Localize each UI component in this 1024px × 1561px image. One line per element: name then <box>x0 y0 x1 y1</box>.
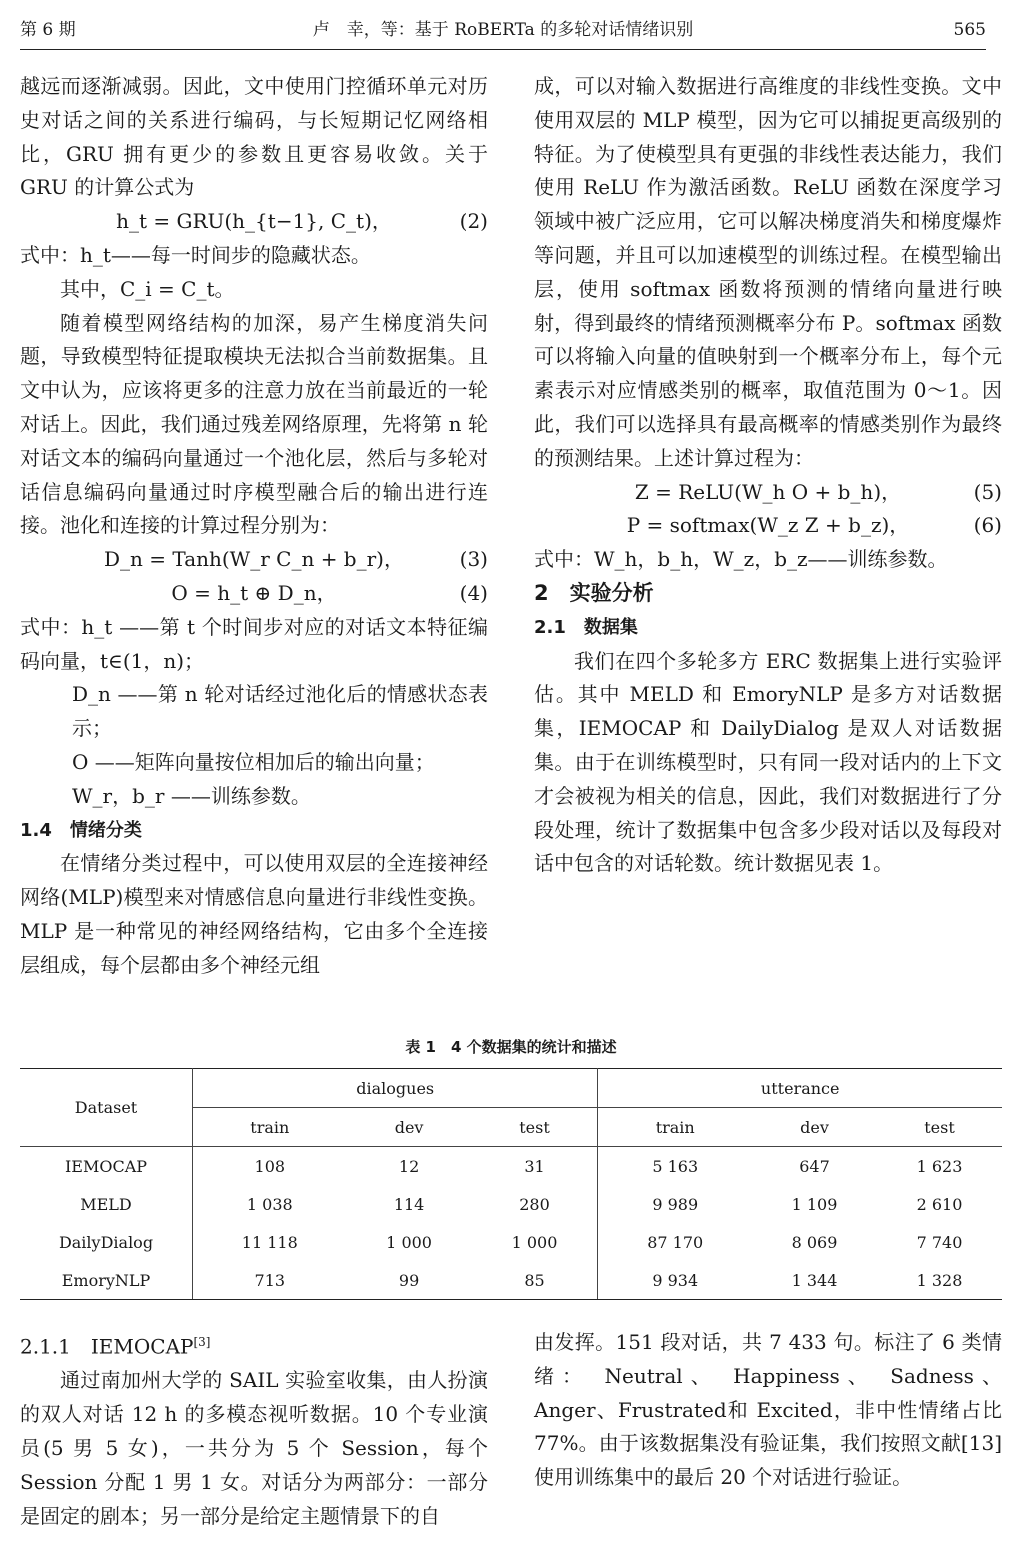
paragraph: 我们在四个多轮多方 ERC 数据集上进行实验评估。其中 MELD 和 EmoryNLP 是多方对话数据集，IEMOCAP 和 DailyDialog 是双人对话数据集。由于在训练模型时，只有同一段对话内的上下文才会被视为相关的信息，因此，我们对数据进行了分段处理，统计了数据集中包含多少段对话以及每段对话中包含的对话轮数。统计数据见表 1。 <box>534 648 1002 876</box>
right-column <box>534 70 1002 881</box>
bottom-right-column <box>534 1326 1002 1495</box>
table-row <box>20 1185 1002 1223</box>
table-cell: 108 <box>254 1156 286 1176</box>
table-cell: 114 <box>393 1194 425 1214</box>
table-row <box>20 1223 1002 1261</box>
subsection-heading-2-1-1 <box>20 1326 488 1364</box>
table-cell: 1 109 <box>791 1194 838 1214</box>
equation-expression: P = softmax(W_z Z + b_z)， <box>626 513 910 538</box>
column-header: dev <box>347 1108 472 1147</box>
equation-expression: O = h_t ⊕ D_n， <box>171 580 337 605</box>
table-cell: 2 610 <box>916 1194 963 1214</box>
section-heading-1-4: 1.4 情绪分类 <box>20 819 142 841</box>
equation-6 <box>534 509 1002 543</box>
dataset-stats-table <box>20 1068 1002 1300</box>
table-cell: 12 <box>398 1156 420 1176</box>
table-caption: 表 1 4 个数据集的统计和描述 <box>405 1038 617 1056</box>
definition-line: 其中，C_i = C_t。 <box>60 276 235 301</box>
definition-line: 式中：h_t——每一时间步的隐藏状态。 <box>20 242 371 267</box>
dataset-name: MELD <box>20 1185 193 1223</box>
equation-number: (2) <box>459 209 488 234</box>
table-cell: 11 118 <box>241 1232 298 1252</box>
table-row <box>20 1147 1002 1186</box>
table-cell: 31 <box>472 1147 598 1186</box>
page-number: 565 <box>953 20 986 40</box>
paragraph: 在情绪分类过程中，可以使用双层的全连接神经网络(MLP)模型来对情感信息向量进行非线性变换。MLP 是一种常见的神经网络结构，它由多个全连接层组成，每个层都由多个神经元组 <box>20 851 488 977</box>
table-cell: 1 344 <box>752 1261 877 1300</box>
issue-number: 第 6 期 <box>20 20 76 40</box>
utterance-group-header: utterance <box>598 1069 1002 1108</box>
dataset-name: IEMOCAP <box>20 1147 193 1186</box>
citation-ref: [3] <box>193 1335 211 1349</box>
dataset-column-header: Dataset <box>20 1069 193 1147</box>
equation-number: (6) <box>973 513 1002 538</box>
column-header: dev <box>752 1108 877 1147</box>
dataset-name: DailyDialog <box>20 1223 193 1261</box>
section-heading-2-1: 2.1 数据集 <box>534 616 638 638</box>
table-cell: 713 <box>193 1261 347 1300</box>
column-header: train <box>193 1108 347 1147</box>
definition-line: D_n ——第 n 轮对话经过池化后的情感状态表示； <box>72 682 488 741</box>
equation-expression: h_t = GRU(h_{t−1}, C_t)， <box>116 209 392 234</box>
table-cell: 5 163 <box>652 1156 699 1176</box>
table-cell: 1 000 <box>386 1232 432 1252</box>
equation-expression: D_n = Tanh(W_r C_n + b_r)， <box>104 547 404 572</box>
table-cell: 85 <box>472 1261 598 1300</box>
equation-4 <box>20 577 488 611</box>
paragraph: 越远而逐渐减弱。因此，文中使用门控循环单元对历史对话之间的关系进行编码，与长短期记忆网络相比，GRU 拥有更少的参数且更容易收敛。关于 GRU 的计算公式为 <box>20 74 488 200</box>
table-cell: 9 934 <box>598 1261 752 1300</box>
header-rule <box>20 49 986 50</box>
table-row <box>20 1261 1002 1300</box>
paragraph: 随着模型网络结构的加深，易产生梯度消失问题，导致模型特征提取模块无法拟合当前数据集。且文中认为，应该将更多的注意力放在当前最近的一轮对话上。因此，我们通过残差网络原理，先将第 n 轮对话文本的编码向量通过一个池化层，然后与多轮对话信息编码向量通过时序模型融合后的输出进行连接。池化和连接的计算过程分别为： <box>20 310 488 538</box>
paragraph: 成，可以对输入数据进行高维度的非线性变换。文中使用双层的 MLP 模型，因为它可以捕捉更高级别的特征。为了使模型具有更强的非线性表达能力，我们使用 ReLU 作为激活函数。ReLU 函数在深度学习领域中被广泛应用，它可以解决梯度消失和梯度爆炸等问题，并且可以加速模型的训练过程。在模型输出层，使用 softmax 函数将预测的情绪向量进行映射，得到最终的情绪预测概率分布 P。softmax 函数可以将输入向量的值映射到一个概率分布上，每个元素表示对应情感类别的概率，取值范围为 0～1。因此，我们可以选择具有最高概率的情感类别作为最终的预测结果。上述计算过程为： <box>534 74 1002 470</box>
table-cell: 99 <box>347 1261 472 1300</box>
equation-3 <box>20 543 488 577</box>
equation-number: (4) <box>459 580 488 605</box>
table-cell: 1 328 <box>877 1261 1002 1300</box>
definition-line: 式中：h_t ——第 t 个时间步对应的对话文本特征编码向量，t∈(1，n)； <box>20 614 488 673</box>
paragraph: 通过南加州大学的 SAIL 实验室收集，由人扮演的双人对话 12 h 的多模态视听数据。10 个专业演员(5 男 5 女)，一共分为 5 个 Session，每个 Session 分配 1 男 1 女。对话分为两部分：一部分是固定的剧本；另一部分是给定主题情景下的自 <box>20 1368 488 1528</box>
table-cell: 87 170 <box>647 1232 704 1252</box>
dialogues-group-header: dialogues <box>193 1069 598 1108</box>
left-column <box>20 70 488 983</box>
column-header: train <box>598 1108 752 1147</box>
running-header <box>20 14 986 46</box>
section-heading-2: 2 实验分析 <box>534 580 654 605</box>
definition-line: O ——矩阵向量按位相加后的输出向量； <box>72 749 435 774</box>
table-cell: 7 740 <box>916 1232 963 1252</box>
equation-number: (5) <box>973 479 1002 504</box>
column-header: test <box>472 1108 598 1147</box>
table-cell: 1 000 <box>472 1223 598 1261</box>
running-title: 卢 幸，等：基于 RoBERTa 的多轮对话情绪识别 <box>312 20 694 40</box>
equation-expression: Z = ReLU(W_h O + b_h)， <box>634 479 902 504</box>
table-cell: 280 <box>472 1185 598 1223</box>
table-cell: 1 038 <box>246 1194 293 1214</box>
bottom-left-column <box>20 1326 488 1533</box>
subsection-title: 2.1.1 IEMOCAP <box>20 1334 194 1359</box>
equation-2 <box>20 205 488 239</box>
column-header: test <box>877 1108 1002 1147</box>
table-cell: 9 989 <box>652 1194 699 1214</box>
table-cell: 647 <box>799 1156 830 1176</box>
definition-line: W_r，b_r ——训练参数。 <box>72 783 311 808</box>
table-cell: 8 069 <box>791 1232 838 1252</box>
definition-line: 式中：W_h，b_h，W_z，b_z——训练参数。 <box>534 547 948 572</box>
equation-5 <box>534 476 1002 510</box>
dataset-name: EmoryNLP <box>20 1261 193 1300</box>
equation-number: (3) <box>459 547 488 572</box>
paragraph: 由发挥。151 段对话，共 7 433 句。标注了 6 类情绪： Neutral、 Happiness、 Sadness、 Anger、Frustrated和 Excited，非中性情绪占比 77%。由于该数据集没有验证集，我们按照文献[13]使用训练集中的最后 20 个对话进行验证。 <box>534 1330 1002 1490</box>
table-cell: 1 623 <box>916 1156 963 1176</box>
